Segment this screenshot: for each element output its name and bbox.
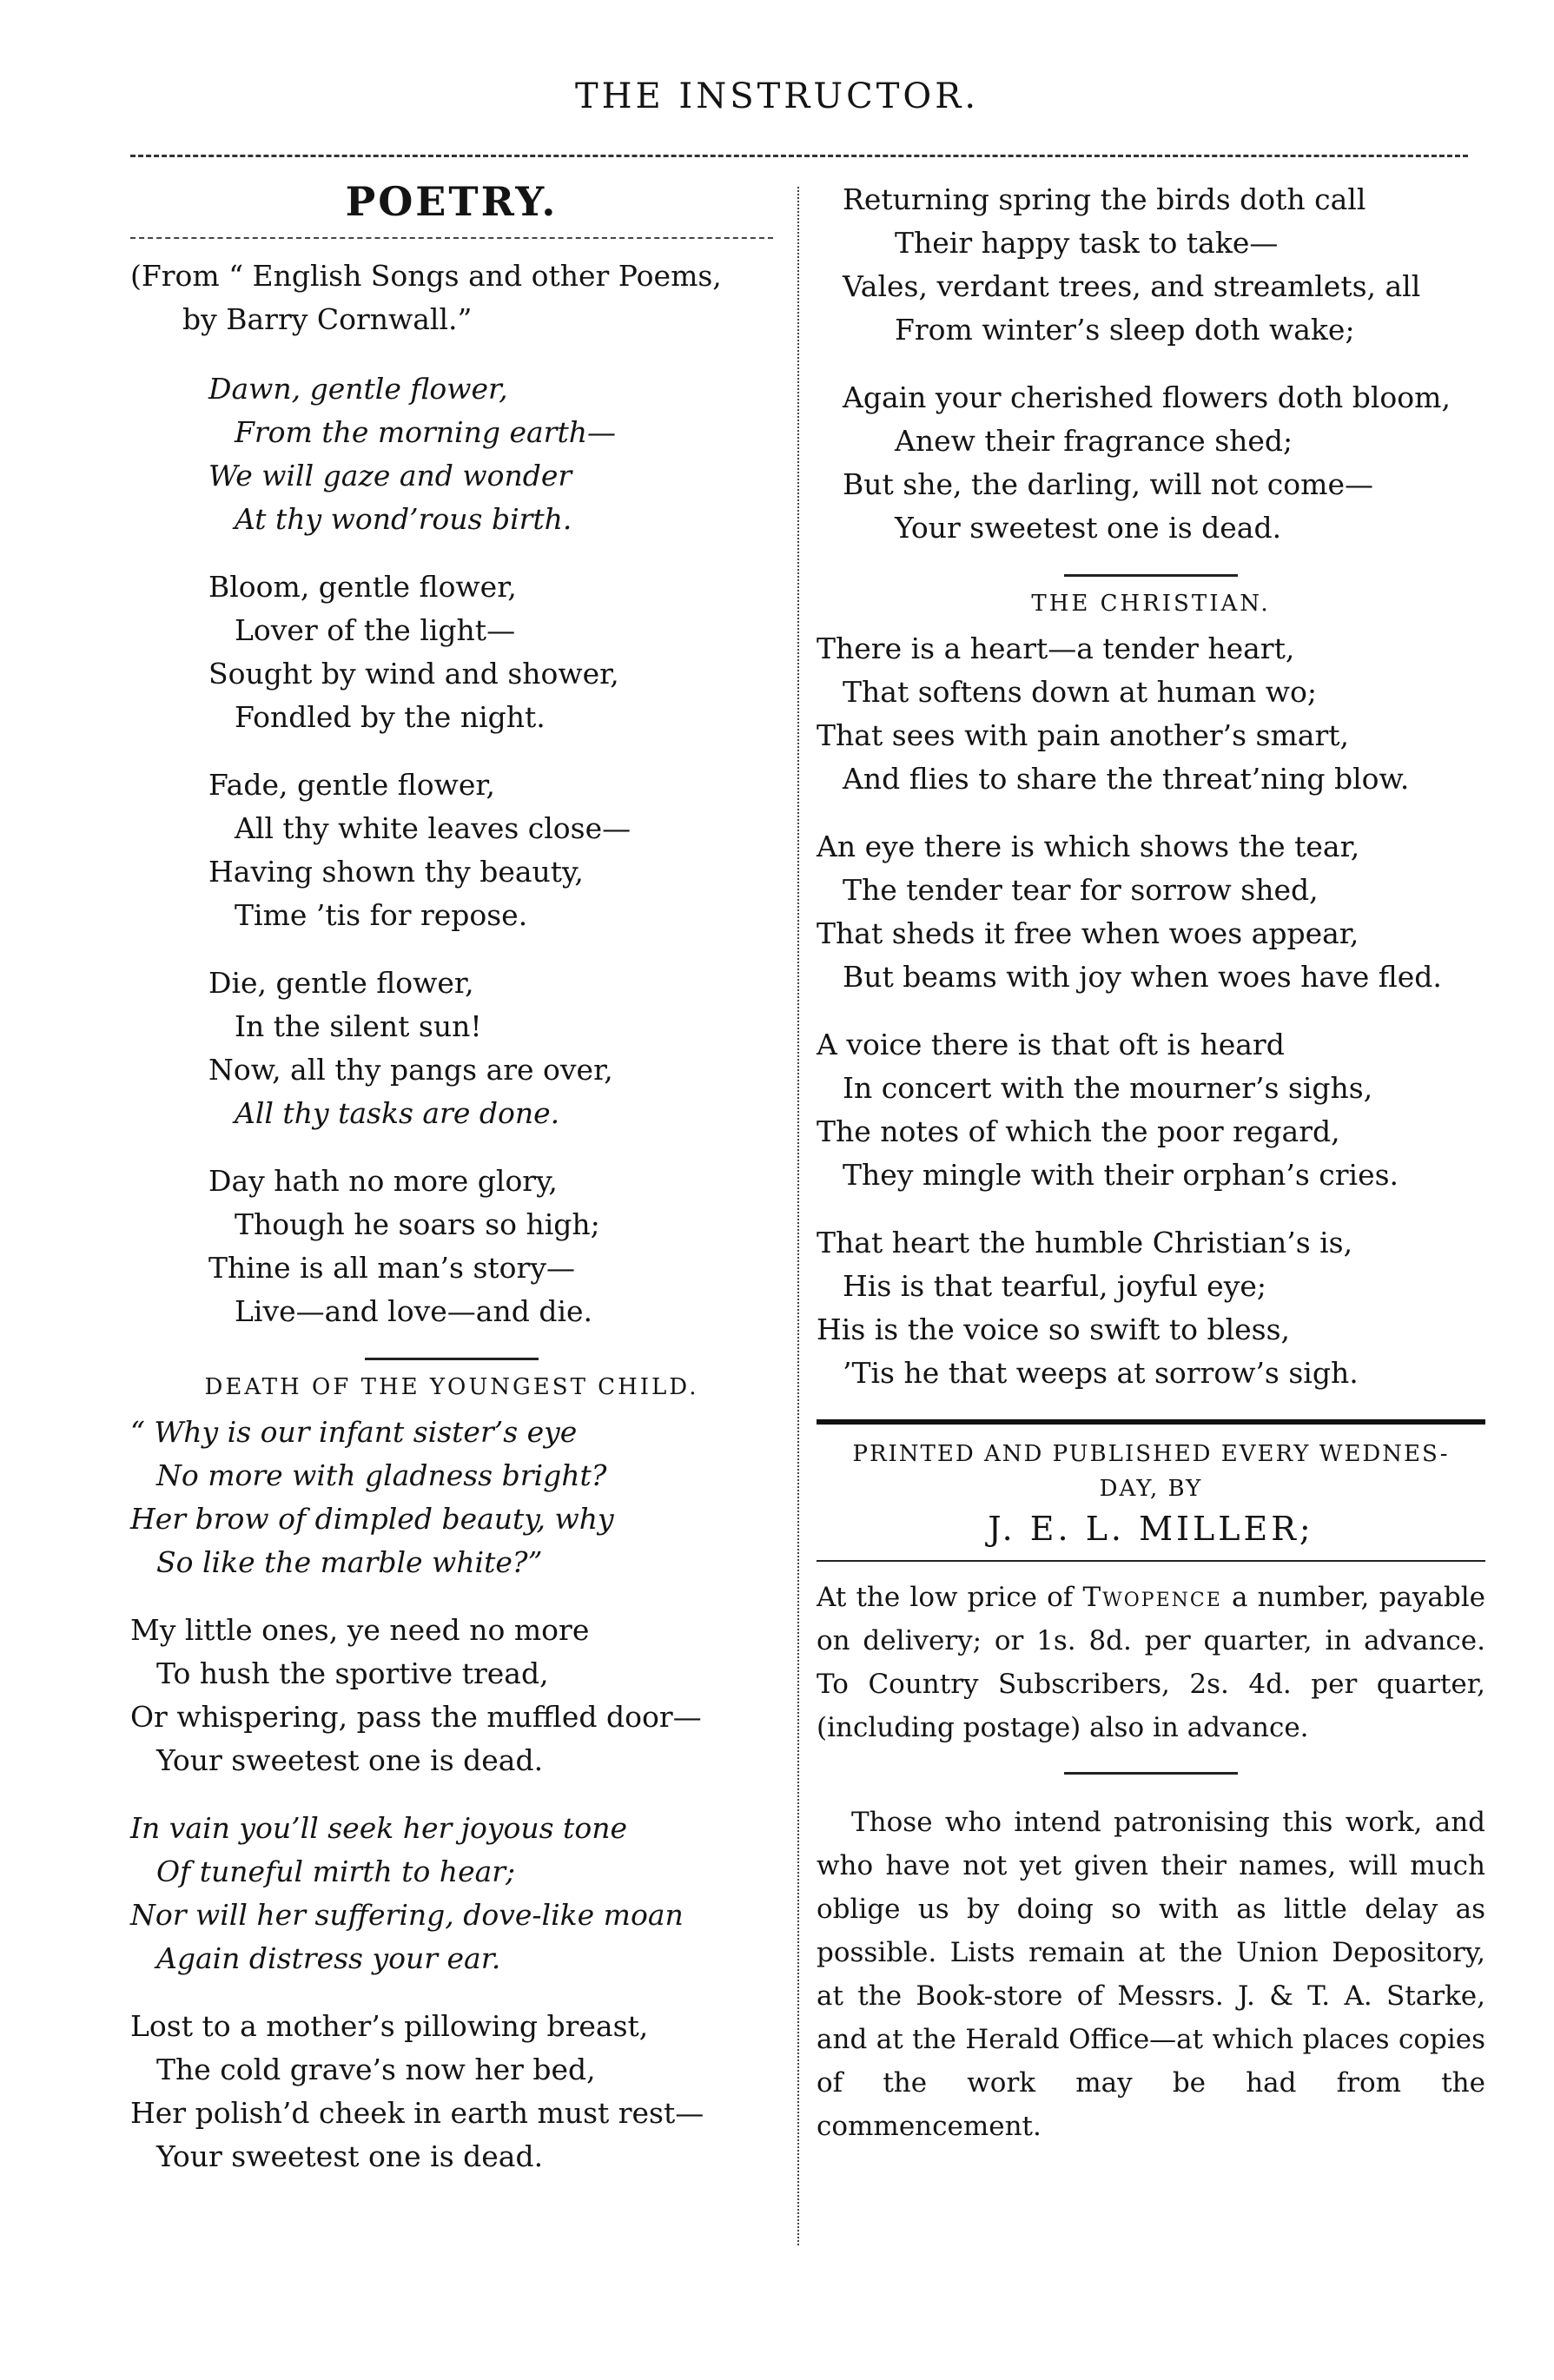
poem-line: All thy tasks are done.: [235, 1096, 560, 1130]
poem-line: They mingle with their orphan’s cries.: [843, 1158, 1399, 1192]
patron-notice: Those who intend patronising this work, and who have not yet given their names, will much oblige us by doing so with as little delay as possible. Lists remain at the Union Depository, at the Book-store of Messrs. J. & T. A. Starke, and at the Herald Office—at which places copies of the work may be had from the commencement.: [817, 1807, 1485, 2142]
source-line: by Barry Cornwall.”: [182, 302, 473, 336]
poem-line: From the morning earth—: [235, 415, 616, 449]
stanza: [130, 1807, 773, 1980]
poem-line: Fondled by the night.: [235, 700, 546, 734]
poem-line: All thy white leaves close—: [235, 811, 632, 845]
poem-line: Live—and love—and die.: [235, 1294, 593, 1328]
terms-price: Twopence: [1082, 1582, 1222, 1613]
poem-line: Nor will her suffering, dove-like moan: [130, 1898, 684, 1932]
stanza: [130, 1411, 773, 1584]
poem-line: In vain you’ll seek her joyous tone: [130, 1811, 627, 1845]
poem-line: My little ones, ye need no more: [130, 1613, 590, 1647]
notice-separator: [1064, 1772, 1238, 1775]
stanza: [130, 2005, 773, 2178]
poem-line: But beams with joy when woes have fled.: [843, 960, 1442, 994]
stanza: [817, 1221, 1485, 1395]
poem-line: His is that tearful, joyful eye;: [843, 1269, 1266, 1303]
poem-line: We will gaze and wonder: [208, 459, 572, 493]
poem-line: And flies to share the threat’ning blow.: [843, 762, 1410, 796]
imprint-line: PRINTED AND PUBLISHED EVERY WEDNES-: [852, 1441, 1450, 1467]
poem-line: Day hath no more glory,: [208, 1164, 558, 1198]
poem-line: Having shown thy beauty,: [208, 855, 584, 889]
poem-line: Anew their fragrance shed;: [895, 424, 1293, 458]
poem-line: ’Tis he that weeps at sorrow’s sigh.: [843, 1356, 1359, 1390]
poem-line: An eye there is which shows the tear,: [817, 830, 1360, 863]
poem-line: His is the voice so swift to bless,: [817, 1312, 1291, 1346]
left-column: [130, 178, 773, 2203]
poem-line: Lover of the light—: [235, 613, 516, 647]
poem-line: In the silent sun!: [235, 1009, 482, 1043]
stanza: [130, 764, 773, 937]
subscription-terms: [817, 1576, 1485, 1749]
imprint-rule: [817, 1419, 1485, 1425]
poem-line: In concert with the mourner’s sighs,: [843, 1071, 1373, 1105]
poem-line: There is a heart—a tender heart,: [817, 631, 1295, 665]
poem-line: Your sweetest one is dead.: [156, 1743, 544, 1777]
poem-source: [130, 255, 773, 341]
stanza: [130, 962, 773, 1135]
poem-line: Of tuneful mirth to hear;: [156, 1854, 516, 1888]
printer-name: J. E. L. MILLER;: [988, 1510, 1314, 1548]
poem-line: Lost to a mother’s pillowing breast,: [130, 2009, 649, 2043]
stanza: [817, 1023, 1485, 1197]
stanza: [130, 367, 773, 541]
poem-line: So like the marble white?”: [156, 1545, 543, 1579]
poem-line: That sees with pain another’s smart,: [817, 718, 1349, 752]
imprint-divider: [817, 1560, 1485, 1562]
stanza: [817, 825, 1485, 999]
poem-line: Your sweetest one is dead.: [895, 511, 1282, 545]
poem-line: Sought by wind and shower,: [208, 657, 619, 691]
stanza: [817, 178, 1485, 352]
poem-line: “ Why is our infant sister’s eye: [130, 1415, 578, 1449]
poem-line: Bloom, gentle flower,: [208, 570, 517, 604]
right-column: [817, 178, 1485, 2148]
poem-line: Again your cherished flowers doth bloom,: [843, 380, 1451, 414]
poem-line: Your sweetest one is dead.: [156, 2139, 544, 2173]
poem-line: Thine is all man’s story—: [208, 1251, 575, 1285]
poem-line: Time ’tis for repose.: [235, 898, 528, 932]
poem-title: THE CHRISTIAN.: [1031, 591, 1271, 617]
poem-line: No more with gladness bright?: [156, 1458, 607, 1492]
poem-line: Now, all thy pangs are over,: [208, 1053, 613, 1087]
poem-line: Her polish’d cheek in earth must rest—: [130, 2096, 704, 2130]
column-divider: [797, 187, 799, 2245]
terms-text: At the low price of: [817, 1582, 1083, 1613]
poem-line: Though he soars so high;: [235, 1207, 600, 1241]
poem-line: The notes of which the poor regard,: [817, 1114, 1340, 1148]
stanza: [130, 1609, 773, 1782]
poem-line: The tender tear for sorrow shed,: [843, 873, 1319, 907]
poem-title: DEATH OF THE YOUNGEST CHILD.: [204, 1374, 699, 1400]
source-line: (From “ English Songs and other Poems,: [130, 259, 722, 293]
poem-line: Die, gentle flower,: [208, 966, 474, 1000]
poem-line: The cold grave’s now her bed,: [156, 2053, 596, 2086]
poem-line: Or whispering, pass the muffled door—: [130, 1700, 702, 1734]
poem-line: At thy wond’rous birth.: [235, 502, 572, 536]
poem-line: But she, the darling, will not come—: [843, 467, 1373, 501]
poem-line: Her brow of dimpled beauty, why: [130, 1502, 614, 1536]
section-title-poetry: POETRY.: [345, 178, 559, 225]
poem-line: From winter’s sleep doth wake;: [895, 313, 1355, 347]
poem-line: Fade, gentle flower,: [208, 768, 495, 802]
poem-line: Dawn, gentle flower,: [208, 372, 508, 406]
stanza: [817, 376, 1485, 550]
poem-line: That heart the humble Christian’s is,: [817, 1226, 1353, 1259]
poem-line: A voice there is that oft is heard: [817, 1028, 1285, 1061]
stanza: [817, 627, 1485, 801]
poem-line: That sheds it free when woes appear,: [817, 916, 1359, 950]
stanza: [130, 565, 773, 739]
header-rule: [130, 155, 1468, 157]
page-title: THE INSTRUCTOR.: [574, 76, 980, 116]
poem-separator: [1064, 574, 1238, 577]
imprint-line: DAY, BY: [1099, 1476, 1203, 1502]
poem-line: Their happy task to take—: [895, 226, 1279, 260]
poem-line: That softens down at human wo;: [843, 675, 1318, 709]
poem-line: Returning spring the birds doth call: [843, 182, 1366, 216]
section-rule: [130, 237, 773, 239]
stanza: [130, 1160, 773, 1333]
poem-separator: [365, 1358, 539, 1360]
poem-line: Vales, verdant trees, and streamlets, all: [843, 269, 1421, 303]
poem-line: Again distress your ear.: [156, 1941, 501, 1975]
terms-text: a number, payable on delivery; or 1s. 8d. per quarter, in advance. To Country Subscribers, 2s. 4d. per quarter, (including postage) also in advance.: [817, 1582, 1485, 1743]
poem-line: To hush the sportive tread,: [156, 1656, 549, 1690]
